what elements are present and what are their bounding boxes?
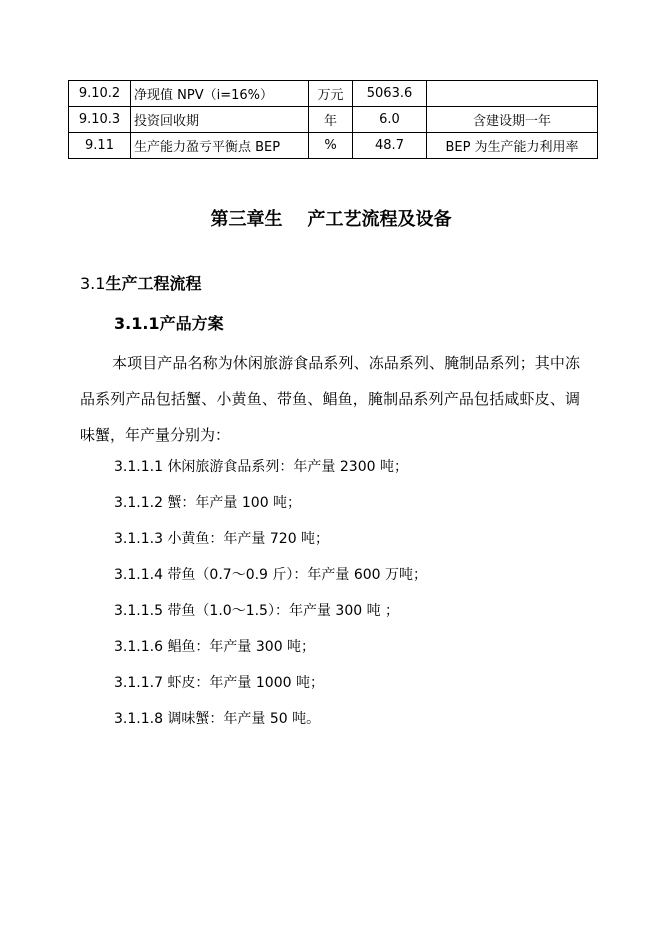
item-number: 3.1.1.4 — [114, 567, 163, 583]
row-note — [427, 81, 598, 107]
item-number: 3.1.1.7 — [114, 675, 163, 691]
row-code: 9.10.2 — [69, 81, 131, 107]
list-item — [114, 524, 427, 560]
section-number: 3.1 — [80, 274, 106, 293]
row-unit: 年 — [309, 107, 353, 133]
item-text: 休闲旅游食品系列：年产量 2300 吨； — [167, 459, 408, 475]
row-code: 9.11 — [69, 133, 131, 159]
table-row — [69, 133, 598, 159]
economic-indicators-table — [68, 80, 598, 159]
item-text: 虾皮：年产量 1000 吨； — [167, 675, 324, 691]
item-text: 带鱼（1.0～1.5）：年产量 300 吨 ； — [167, 603, 400, 619]
row-code: 9.10.3 — [69, 107, 131, 133]
subsection-heading — [114, 311, 224, 334]
item-text: 蟹：年产量 100 吨； — [167, 495, 302, 511]
row-item: 净现值 NPV（i=16%） — [131, 81, 309, 107]
list-item — [114, 488, 427, 524]
list-item — [114, 596, 427, 632]
item-number: 3.1.1.1 — [114, 459, 163, 475]
section-title: 生产工程流程 — [105, 274, 202, 293]
row-unit: % — [309, 133, 353, 159]
subsection-title: 产品方案 — [159, 314, 224, 333]
intro-paragraph: 本项目产品名称为休闲旅游食品系列、冻品系列、腌制品系列；其中冻品系列产品包括蟹、小黄鱼、带鱼、鲳鱼，腌制品系列产品包括咸虾皮、调味蟹，年产量分别为： — [80, 354, 580, 444]
item-text: 带鱼（0.7～0.9 斤）：年产量 600 万吨； — [167, 567, 428, 583]
item-number: 3.1.1.8 — [114, 711, 163, 727]
item-number: 3.1.1.3 — [114, 531, 163, 547]
item-number: 3.1.1.2 — [114, 495, 163, 511]
row-value: 5063.6 — [353, 81, 427, 107]
item-text: 小黄鱼：年产量 720 吨； — [167, 531, 330, 547]
list-item — [114, 560, 427, 596]
list-item — [114, 452, 427, 488]
table-row — [69, 107, 598, 133]
chapter-title: 第三章生 产工艺流程及设备 — [210, 209, 452, 230]
section-heading — [80, 271, 201, 294]
table-row — [69, 81, 598, 107]
item-number: 3.1.1.5 — [114, 603, 163, 619]
row-item: 生产能力盈亏平衡点 BEP — [131, 133, 309, 159]
row-value: 6.0 — [353, 107, 427, 133]
item-text: 鲳鱼：年产量 300 吨； — [167, 639, 316, 655]
item-text: 调味蟹：年产量 50 吨。 — [167, 711, 321, 727]
list-item — [114, 704, 427, 740]
list-item — [114, 668, 427, 704]
row-note: 含建设期一年 — [427, 107, 598, 133]
item-number: 3.1.1.6 — [114, 639, 163, 655]
row-item: 投资回收期 — [131, 107, 309, 133]
subsection-number: 3.1.1 — [114, 314, 160, 333]
row-note: BEP 为生产能力利用率 — [427, 133, 598, 159]
list-item — [114, 632, 427, 668]
row-value: 48.7 — [353, 133, 427, 159]
product-list — [114, 452, 427, 740]
row-unit: 万元 — [309, 81, 353, 107]
